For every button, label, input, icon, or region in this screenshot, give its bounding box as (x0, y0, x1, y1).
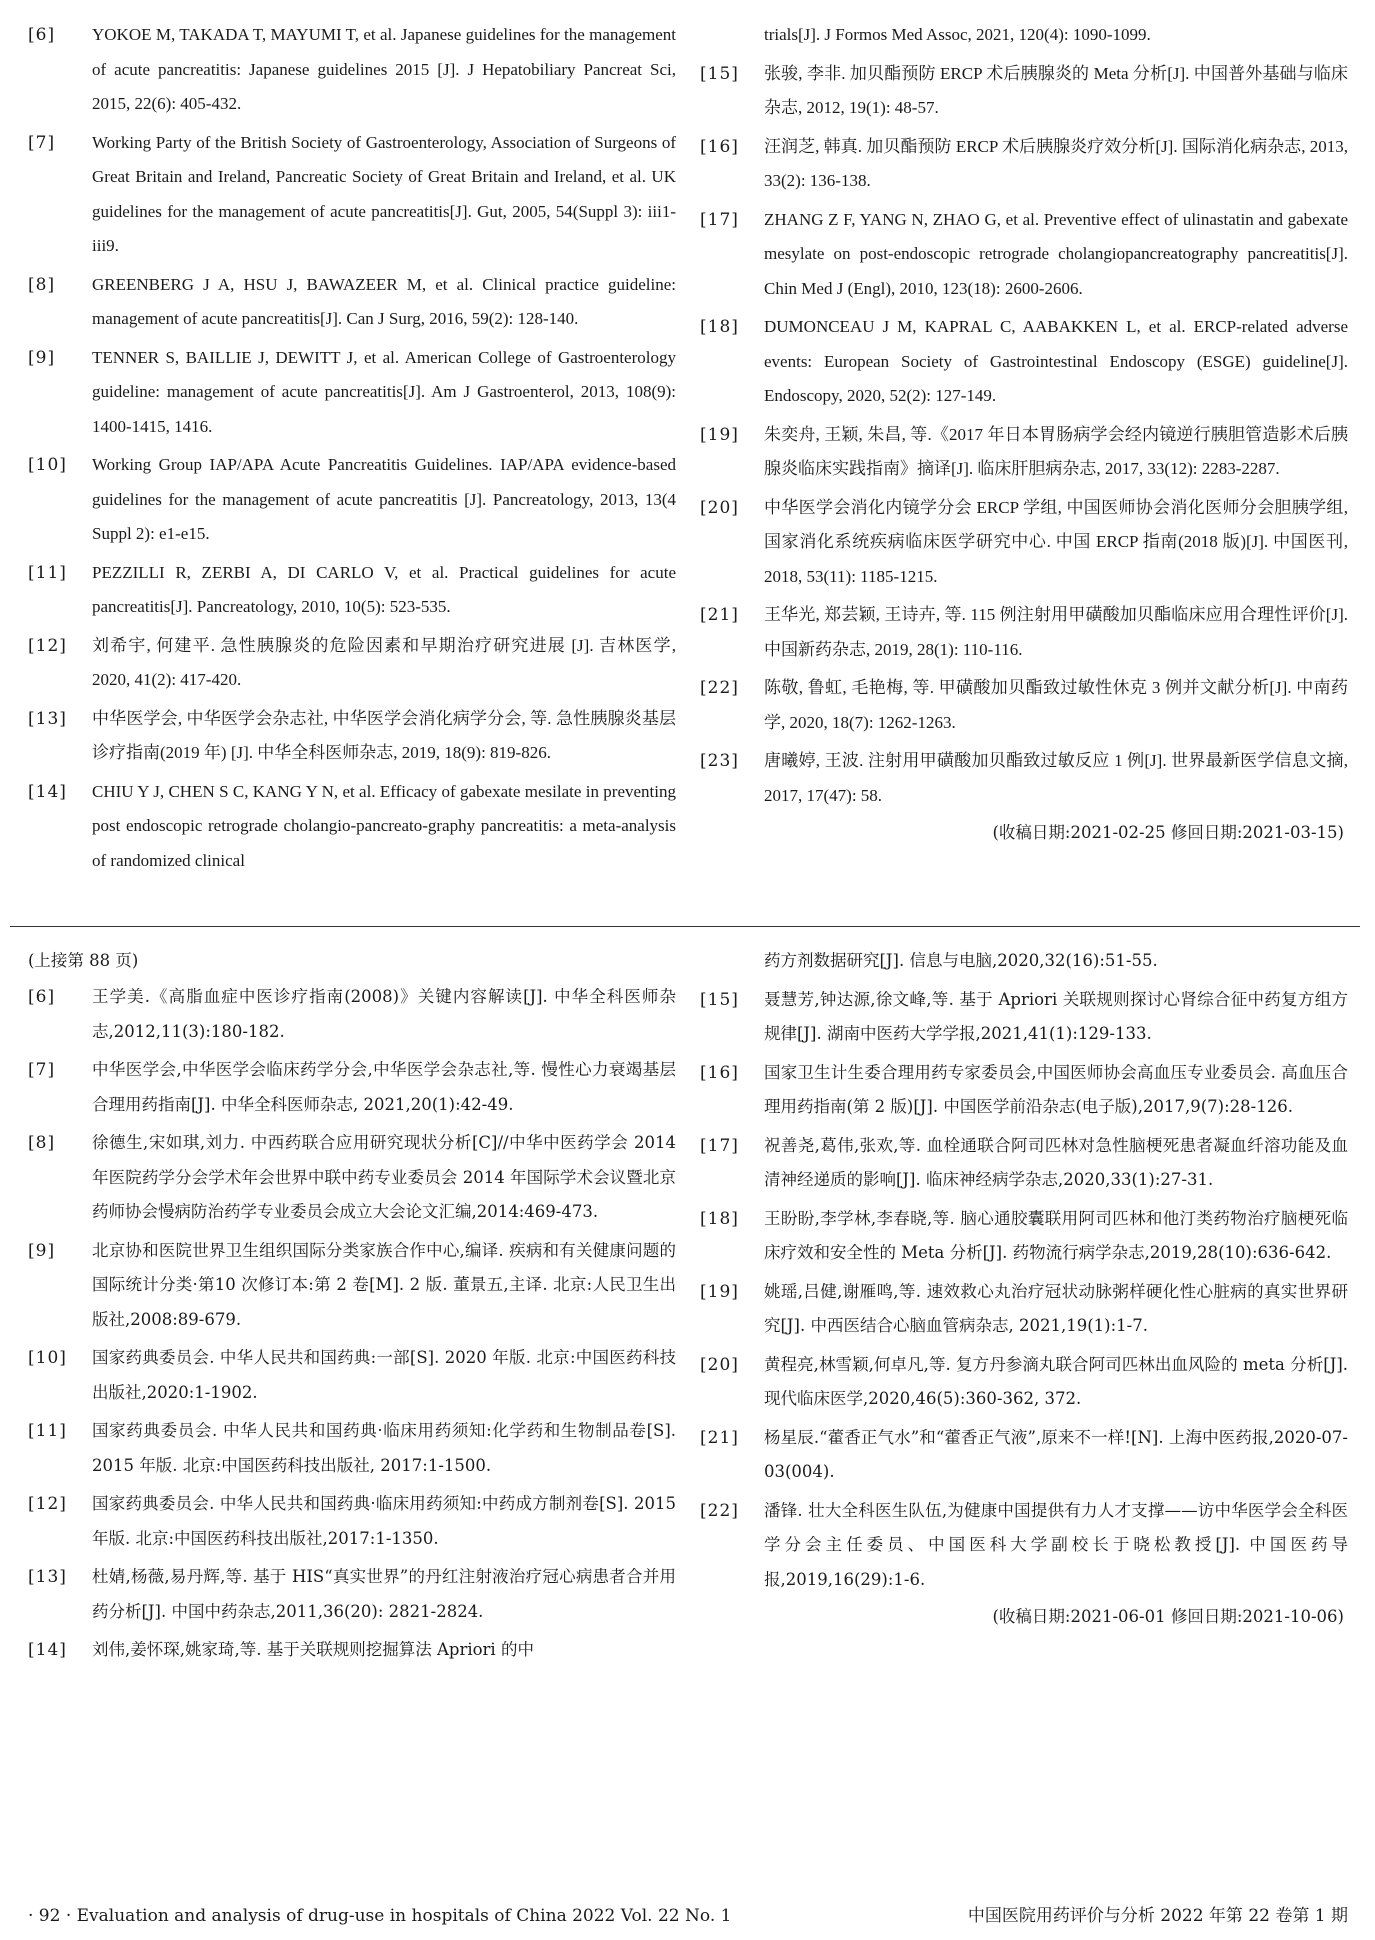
reference-item (700, 1421, 1348, 1490)
reference-text: 祝善尧,葛伟,张欢,等. 血栓通联合阿司匹林对急性脑梗死患者凝血纤溶功能及血清神经递质的影响[J]. 临床神经病学杂志,2020,33(1):27-31. (764, 1135, 1348, 1189)
reference-number: [21] (700, 605, 739, 625)
reference-text: 杨星辰.“藿香正气水”和“藿香正气液”,原来不一样![N]. 上海中医药报,2020-07-03(004). (764, 1427, 1348, 1481)
reference-text: 刘希宇, 何建平. 急性胰腺炎的危险因素和早期治疗研究进展 [J]. 吉林医学, 2020, 41(2): 417-420. (92, 635, 676, 689)
reference-text: 中华医学会, 中华医学会杂志社, 中华医学会消化病学分会, 等. 急性胰腺炎基层诊疗指南(2019 年) [J]. 中华全科医师杂志, 2019, 18(9): 819-826. (92, 708, 676, 762)
reference-item (28, 1341, 676, 1410)
reference-item (28, 18, 676, 122)
reference-text: 中华医学会消化内镜学分会 ERCP 学组, 中国医师协会消化医师分会胆胰学组, 国家消化系统疾病临床医学研究中心. 中国 ERCP 指南(2018 版)[J]. 中国医刊, 2018, 53(11): 1185-1215. (764, 497, 1348, 586)
reference-item (700, 1056, 1348, 1125)
reference-item (700, 418, 1348, 487)
reference-text: 国家药典委员会. 中华人民共和国药典·临床用药须知:中药成方制剂卷[S]. 2015 年版. 北京:中国医药科技出版社,2017:1-1350. (92, 1494, 676, 1548)
reference-item (28, 1126, 676, 1230)
reference-number: [6] (28, 25, 56, 45)
references-left-column (28, 944, 676, 1672)
reference-number: [18] (700, 1208, 739, 1229)
reference-text: Working Party of the British Society of Gastroenterology, Association of Surgeons of Great Britain and Ireland, Pancreatic Society of Great Britain and Ireland, et al. UK guidelines for the management of acute pancreatitis[J]. Gut, 2005, 54(Suppl 3): iii1-iii9. (92, 132, 676, 255)
reference-item (700, 744, 1348, 813)
reference-number: [13] (28, 1567, 67, 1587)
reference-number: [20] (700, 1354, 739, 1375)
reference-item (28, 1487, 676, 1556)
reference-item (700, 491, 1348, 595)
reference-text: 北京协和医院世界卫生组织国际分类家族合作中心,编译. 疾病和有关健康问题的国际统计分类·第10 次修订本:第 2 卷[M]. 2 版. 董景五,主译. 北京:人民卫生出版社,2008:89-679. (92, 1240, 676, 1329)
reference-item (28, 702, 676, 771)
reference-item (28, 1560, 676, 1629)
reference-text: 徐德生,宋如琪,刘力. 中西药联合应用研究现状分析[C]//中华中医药学会 2014 年医院药学分会学术年会世界中联中药专业委员会 2014 年国际学术会议暨北京药师协会慢病防治药学专业委员会成立大会论文汇编,2014:469-473. (92, 1133, 676, 1221)
reference-item (28, 1234, 676, 1338)
footer-journal-english: · 92 · Evaluation and analysis of drug-use in hospitals of China 2022 Vol. 22 No. 1 (28, 1906, 732, 1926)
reference-text: 刘伟,姜怀琛,姚家琦,等. 基于关联规则挖掘算法 Apriori 的中 (92, 1640, 534, 1659)
reference-number: [13] (28, 708, 67, 729)
reference-text: 黄程亮,林雪颖,何卓凡,等. 复方丹参滴丸联合阿司匹林出血风险的 meta 分析[J]. 现代临床医学,2020,46(5):360-362, 372. (764, 1354, 1348, 1408)
reference-number: [12] (28, 1494, 67, 1514)
references-section-1 (28, 18, 1348, 908)
reference-number: [8] (28, 1133, 56, 1153)
reference-number: [17] (700, 1135, 739, 1156)
reference-number: [21] (700, 1427, 739, 1448)
reference-text: 聂慧芳,钟达源,徐文峰,等. 基于 Apriori 关联规则探讨心肾综合征中药复方组方规律[J]. 湖南中医药大学学报,2021,41(1):129-133. (764, 989, 1348, 1043)
continued-from-note: (上接第 88 页) (28, 951, 139, 970)
reference-number: [15] (700, 63, 739, 84)
reference-continuation: 药方剂数据研究[J]. 信息与电脑,2020,32(16):51-55. (764, 951, 1158, 970)
reference-number: [9] (28, 347, 56, 368)
reference-item (28, 341, 676, 445)
reference-text: 中华医学会,中华医学会临床药学分会,中华医学会杂志社,等. 慢性心力衰竭基层合理用药指南[J]. 中华全科医师杂志, 2021,20(1):42-49. (92, 1060, 676, 1114)
reference-number: [16] (700, 136, 739, 157)
reference-number: [8] (28, 274, 56, 295)
reference-text: 唐曦婷, 王波. 注射用甲磺酸加贝酯致过敏反应 1 例[J]. 世界最新医学信息文摘, 2017, 17(47): 58. (764, 751, 1348, 805)
references-right-column (700, 18, 1348, 849)
reference-text: 汪润芝, 韩真. 加贝酯预防 ERCP 术后胰腺炎疗效分析[J]. 国际消化病杂志, 2013, 33(2): 136-138. (764, 136, 1348, 190)
references-right-column (700, 944, 1348, 1633)
received-date: (收稿日期:2021-06-01 修回日期:2021-10-06) (992, 1607, 1344, 1626)
reference-text: ZHANG Z F, YANG N, ZHAO G, et al. Preventive effect of ulinastatin and gabexate mesylate on post-endoscopic retrograde cholangiopancreatography pancreatitis[J]. Chin Med J (Engl), 2010, 123(18): 2600-2606. (764, 209, 1348, 298)
reference-number: [22] (700, 1500, 739, 1521)
references-left-column (28, 18, 676, 882)
reference-item (28, 448, 676, 552)
reference-item (28, 556, 676, 625)
reference-item (700, 203, 1348, 307)
reference-text: TENNER S, BAILLIE J, DEWITT J, et al. American College of Gastroenterology guideline: management of acute pancreatitis[J]. Am J Gastroenterol, 2013, 108(9): 1400-1415, 1416. (92, 347, 676, 436)
reference-text: 潘锋. 壮大全科医生队伍,为健康中国提供有力人才支撑——访中华医学会全科医学分会主任委员、中国医科大学副校长于晓松教授[J]. 中国医药导报,2019,16(29):1-6. (764, 1500, 1348, 1589)
reference-item (28, 980, 676, 1049)
reference-number: [12] (28, 635, 67, 656)
reference-number: [22] (700, 678, 739, 698)
reference-item (28, 629, 676, 698)
reference-text: 朱奕舟, 王颖, 朱昌, 等.《2017 年日本胃肠病学会经内镜逆行胰胆管造影术后胰腺炎临床实践指南》摘译[J]. 临床肝胆病杂志, 2017, 33(12): 2283-2287. (764, 424, 1348, 478)
reference-text: 王华光, 郑芸颖, 王诗卉, 等. 115 例注射用甲磺酸加贝酯临床应用合理性评价[J]. 中国新药杂志, 2019, 28(1): 110-116. (764, 605, 1348, 659)
reference-item (28, 268, 676, 337)
reference-text: 杜婧,杨薇,易丹辉,等. 基于 HIS“真实世界”的丹红注射液治疗冠心病患者合并用药分析[J]. 中国中药杂志,2011,36(20): 2821-2824. (92, 1567, 676, 1621)
reference-number: [19] (700, 424, 739, 445)
reference-number: [17] (700, 209, 739, 230)
reference-number: [19] (700, 1281, 739, 1302)
reference-text: PEZZILLI R, ZERBI A, DI CARLO V, et al. Practical guidelines for acute pancreatitis[J]. Pancreatology, 2010, 10(5): 523-535. (92, 562, 676, 616)
reference-number: [6] (28, 987, 56, 1007)
reference-text: 王学美.《高脂血症中医诊疗指南(2008)》关键内容解读[J]. 中华全科医师杂志,2012,11(3):180-182. (92, 987, 676, 1041)
section-divider (10, 926, 1360, 927)
reference-text: YOKOE M, TAKADA T, MAYUMI T, et al. Japanese guidelines for the management of acute pancreatitis: Japanese guidelines 2015 [J]. J Hepatobiliary Pancreat Sci, 2015, 22(6): 405-432. (92, 25, 676, 113)
reference-text: 张骏, 李非. 加贝酯预防 ERCP 术后胰腺炎的 Meta 分析[J]. 中国普外基础与临床杂志, 2012, 19(1): 48-57. (764, 63, 1348, 117)
reference-text: 陈敬, 鲁虹, 毛艳梅, 等. 甲磺酸加贝酯致过敏性休克 3 例并文献分析[J]. 中南药学, 2020, 18(7): 1262-1263. (764, 678, 1348, 732)
reference-item (28, 1053, 676, 1122)
reference-item (700, 57, 1348, 126)
reference-item (700, 598, 1348, 667)
reference-number: [15] (700, 989, 739, 1010)
reference-text: 国家药典委员会. 中华人民共和国药典·临床用药须知:化学药和生物制品卷[S]. 2015 年版. 北京:中国医药科技出版社, 2017:1-1500. (92, 1421, 676, 1475)
reference-number: [18] (700, 317, 739, 337)
reference-item (28, 775, 676, 879)
references-section-2 (28, 944, 1348, 1714)
reference-number: [10] (28, 1348, 67, 1368)
reference-number: [9] (28, 1240, 56, 1261)
reference-item (700, 310, 1348, 414)
reference-continuation: trials[J]. J Formos Med Assoc, 2021, 120(4): 1090-1099. (764, 25, 1151, 44)
reference-number: [23] (700, 751, 739, 771)
reference-item (700, 1275, 1348, 1344)
footer-journal-chinese: 中国医院用药评价与分析 2022 年第 22 卷第 1 期 (967, 1906, 1348, 1926)
reference-item (700, 1494, 1348, 1598)
reference-number: [14] (28, 781, 67, 802)
reference-text: CHIU Y J, CHEN S C, KANG Y N, et al. Efficacy of gabexate mesilate in preventing post endoscopic retrograde cholangio-pancreato-graphy pancreatitis: a meta-analysis of randomized clinical (92, 781, 676, 870)
reference-text: DUMONCEAU J M, KAPRAL C, AABAKKEN L, et al. ERCP-related adverse events: European Society of Gastrointestinal Endoscopy (ESGE) guideline[J]. Endoscopy, 2020, 52(2): 127-149. (764, 317, 1348, 405)
reference-text: GREENBERG J A, HSU J, BAWAZEER M, et al. Clinical practice guideline: management of acute pancreatitis[J]. Can J Surg, 2016, 59(2): 128-140. (92, 274, 676, 328)
reference-number: [11] (28, 562, 67, 583)
reference-text: Working Group IAP/APA Acute Pancreatitis Guidelines. IAP/APA evidence-based guidelines for the management of acute pancreatitis [J]. Pancreatology, 2013, 13(4 Suppl 2): e1-e15. (92, 455, 676, 543)
reference-item (28, 126, 676, 264)
reference-number: [14] (28, 1640, 67, 1660)
reference-number: [7] (28, 132, 56, 153)
reference-number: [7] (28, 1060, 56, 1080)
reference-text: 姚瑶,吕健,谢雁鸣,等. 速效救心丸治疗冠状动脉粥样硬化性心脏病的真实世界研究[J]. 中西医结合心脑血管病杂志, 2021,19(1):1-7. (764, 1281, 1348, 1335)
reference-number: [20] (700, 497, 739, 518)
reference-text: 王盼盼,李学林,李春晓,等. 脑心通胶囊联用阿司匹林和他汀类药物治疗脑梗死临床疗效和安全性的 Meta 分析[J]. 药物流行病学杂志,2019,28(10):636-642. (764, 1208, 1348, 1262)
reference-text: 国家卫生计生委合理用药专家委员会,中国医师协会高血压专业委员会. 高血压合理用药指南(第 2 版)[J]. 中国医学前沿杂志(电子版),2017,9(7):28-126. (764, 1062, 1348, 1116)
reference-number: [16] (700, 1062, 739, 1083)
reference-number: [11] (28, 1421, 67, 1441)
reference-item (700, 671, 1348, 740)
reference-item (28, 1633, 676, 1668)
reference-item (700, 1129, 1348, 1198)
reference-item (28, 1414, 676, 1483)
reference-item (700, 1202, 1348, 1271)
reference-item (700, 130, 1348, 199)
reference-item (700, 983, 1348, 1052)
reference-item (700, 1348, 1348, 1417)
reference-number: [10] (28, 455, 67, 475)
received-date: (收稿日期:2021-02-25 修回日期:2021-03-15) (992, 823, 1344, 842)
reference-text: 国家药典委员会. 中华人民共和国药典:一部[S]. 2020 年版. 北京:中国医药科技出版社,2020:1-1902. (92, 1348, 676, 1402)
